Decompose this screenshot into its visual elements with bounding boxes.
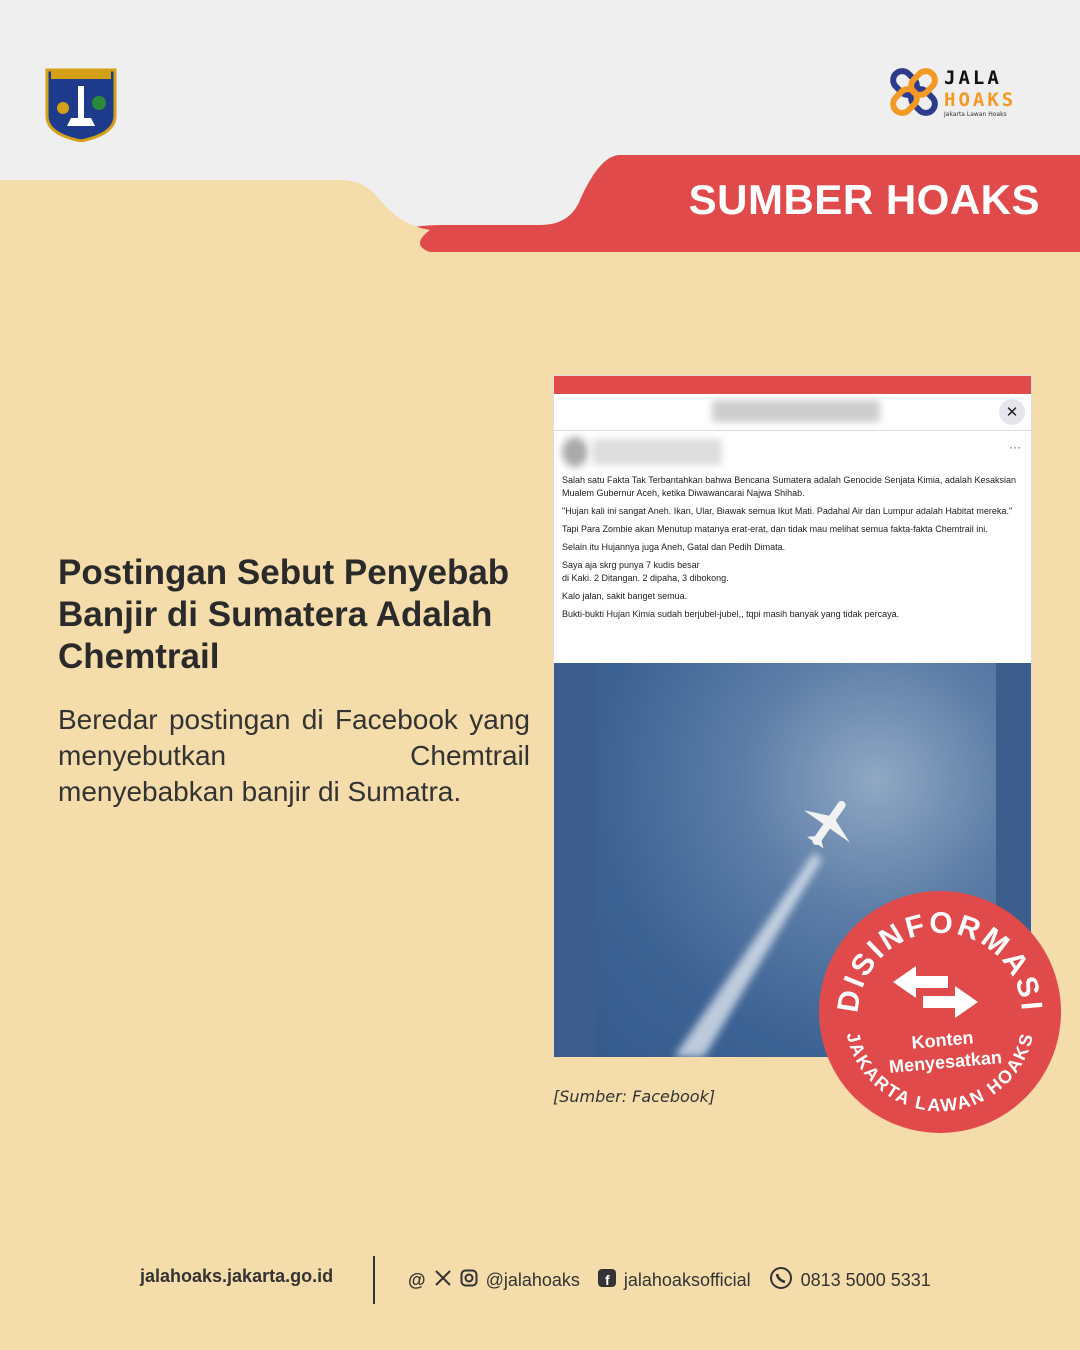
- description: Beredar postingan di Facebook yang menyebutkan Chemtrail menyebabkan banjir di Sumatra.: [58, 704, 530, 807]
- x-icon[interactable]: [434, 1269, 452, 1292]
- card-top-bar: [554, 376, 1031, 394]
- blurred-avatar: [562, 437, 588, 467]
- logo-line1: JALA: [944, 66, 1002, 89]
- instagram-icon[interactable]: [460, 1269, 478, 1292]
- post-paragraph: Kalo jalan, sakit banget semua.: [562, 591, 688, 601]
- footer-website[interactable]: [140, 1266, 333, 1287]
- source-caption: [Sumber: Facebook]: [553, 1087, 716, 1106]
- website-link[interactable]: jalahoaks.jakarta.go.id: [140, 1266, 334, 1286]
- close-icon[interactable]: ✕: [999, 399, 1025, 425]
- blurred-username: [592, 439, 722, 465]
- post-body: [554, 431, 1031, 663]
- logo-line2: HOAKS: [944, 88, 1017, 111]
- stamp-bottom-text: JAKARTA LAWAN HOAKS: [842, 1029, 1038, 1116]
- footer-socials: [408, 1266, 931, 1295]
- banner-title: SUMBER HOAKS: [688, 176, 1040, 223]
- svg-text:f: f: [604, 1272, 610, 1287]
- logo-tagline: Jakarta Lawan Hoaks: [944, 110, 1007, 118]
- threads-icon[interactable]: @: [408, 1270, 426, 1290]
- post-paragraph: "Hujan kali ini sangat Aneh. Ikan, Ular, Biawak semua Ikut Mati. Padahal Air dan Lumpur adalah Habitat mereka.": [562, 506, 1013, 516]
- article-text: [58, 552, 530, 810]
- whatsapp-icon[interactable]: [769, 1266, 793, 1295]
- stamp-middle-1: Konten: [910, 1027, 975, 1053]
- headline: Postingan Sebut Penyebab Banjir di Sumatera Adalah Chemtrail: [58, 553, 510, 676]
- stamp-middle-2: Menyesatkan: [888, 1047, 1003, 1077]
- jata-raya-logo: [45, 68, 117, 146]
- social-handle[interactable]: @jalahoaks: [485, 1270, 580, 1290]
- more-options-icon[interactable]: ···: [1009, 440, 1021, 454]
- blurred-title: [712, 400, 880, 422]
- post-paragraph: Saya aja skrg punya 7 kudis besar di Kaki. 2 Ditangan. 2 dipaha, 3 dibokong.: [562, 560, 729, 583]
- facebook-handle[interactable]: jalahoaksofficial: [623, 1270, 751, 1290]
- disinformasi-stamp: [818, 890, 1063, 1139]
- footer-divider: [373, 1256, 375, 1304]
- post-dialog-header: [554, 394, 1031, 431]
- jala-hoaks-logo: [888, 66, 1016, 118]
- post-paragraph: Bukti-bukti Hujan Kimia sudah berjubel-jubel,, tqpi masih banyak yang tidak percaya.: [562, 609, 900, 619]
- post-paragraph: Selain itu Hujannya juga Aneh, Gatal dan Pedih Dimata.: [562, 542, 786, 552]
- chain-link-icon: [888, 66, 940, 118]
- airplane-icon: [791, 786, 867, 861]
- post-paragraph: Salah satu Fakta Tak Terbantahkan bahwa Bencana Sumatera adalah Genocide Senjata Kimia, adalah Kesaksian Mualem Gubernur Aceh, ketika Diwawancarai Najwa Shihab.: [562, 475, 1016, 498]
- whatsapp-number[interactable]: 0813 5000 5331: [800, 1270, 931, 1290]
- facebook-icon[interactable]: [598, 1269, 616, 1292]
- stamp-top-text: DISINFORMASI: [831, 906, 1049, 1015]
- post-paragraph: Tapi Para Zombie akan Menutup matanya erat-erat, dan tidak mau melihat semua fakta-fakta Chemtrail ini.: [562, 524, 988, 534]
